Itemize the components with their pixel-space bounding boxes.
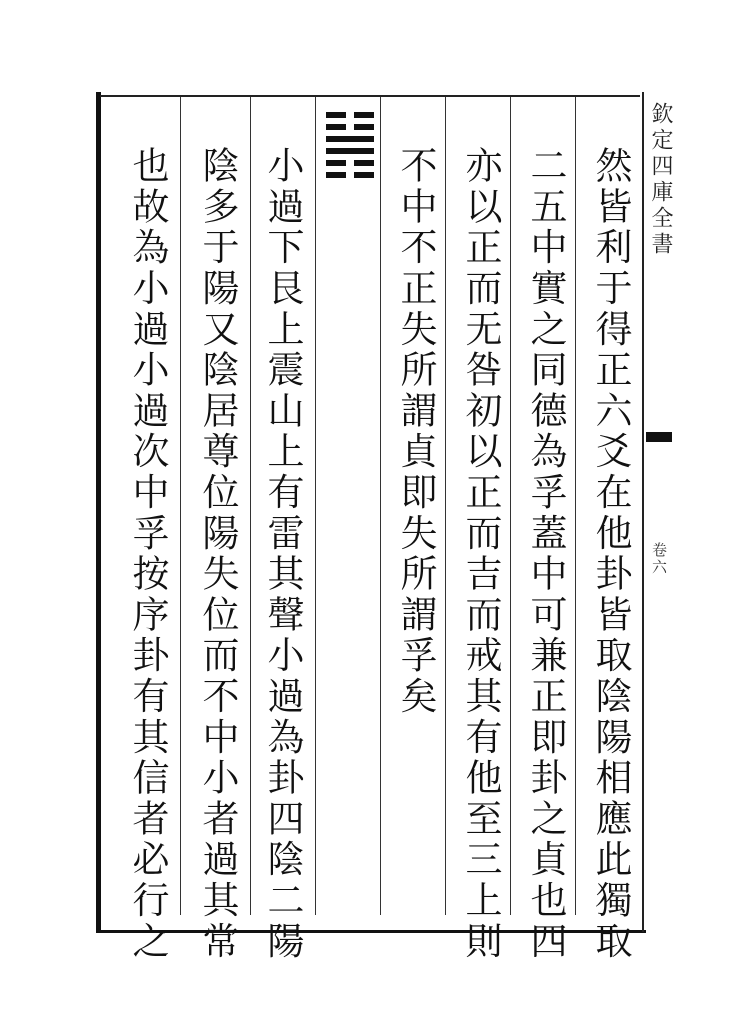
top-rule — [100, 95, 640, 97]
column-rule — [180, 97, 181, 915]
text-column-2: 二五中實之同德為孚蓋中可兼正即卦之貞也四 — [524, 146, 567, 962]
hexagram-line-yin — [326, 160, 374, 166]
yin-segment — [326, 172, 346, 178]
column-rule — [510, 97, 511, 915]
text-column-3: 亦以正而无咎初以正而吉而戒其有他至三上則 — [459, 146, 502, 962]
text-column-8: 也故為小過小過次中孚按序卦有其信者必行之 — [126, 146, 169, 962]
column-rule — [250, 97, 251, 915]
hexagram-line-yin — [326, 112, 374, 118]
hexagram-line-yin — [326, 124, 374, 130]
band-rule — [642, 92, 644, 932]
juan-number: 卷六 — [650, 542, 668, 576]
book-title: 欽定四庫全書 — [648, 102, 673, 258]
column-rule — [445, 97, 446, 915]
hexagram-line-yang — [326, 148, 374, 154]
margin-band — [642, 92, 676, 932]
hexagram-line-yin — [326, 172, 374, 178]
yin-segment — [326, 124, 346, 130]
yin-segment — [326, 160, 346, 166]
column-rule — [380, 97, 381, 915]
text-column-4: 不中不正失所謂貞即失所謂孚矣 — [394, 146, 437, 718]
yang-segment — [326, 148, 374, 154]
yang-segment — [326, 136, 374, 142]
column-rule — [315, 97, 316, 915]
text-column-7: 陰多于陽又陰居尊位陽失位而不中小者過其常 — [196, 146, 239, 962]
yin-segment — [354, 112, 374, 118]
text-column-6: 小過下艮上震山上有雷其聲小過為卦四陰二陽 — [261, 146, 304, 962]
hexagram-line-yang — [326, 136, 374, 142]
fishtail-mark — [646, 432, 672, 442]
yin-segment — [326, 112, 346, 118]
yin-segment — [354, 124, 374, 130]
hexagram-xiaoguo — [326, 112, 374, 182]
yin-segment — [354, 172, 374, 178]
column-rule — [575, 97, 576, 915]
yin-segment — [354, 160, 374, 166]
text-column-1: 然皆利于得正六爻在他卦皆取陰陽相應此獨取 — [589, 146, 632, 962]
